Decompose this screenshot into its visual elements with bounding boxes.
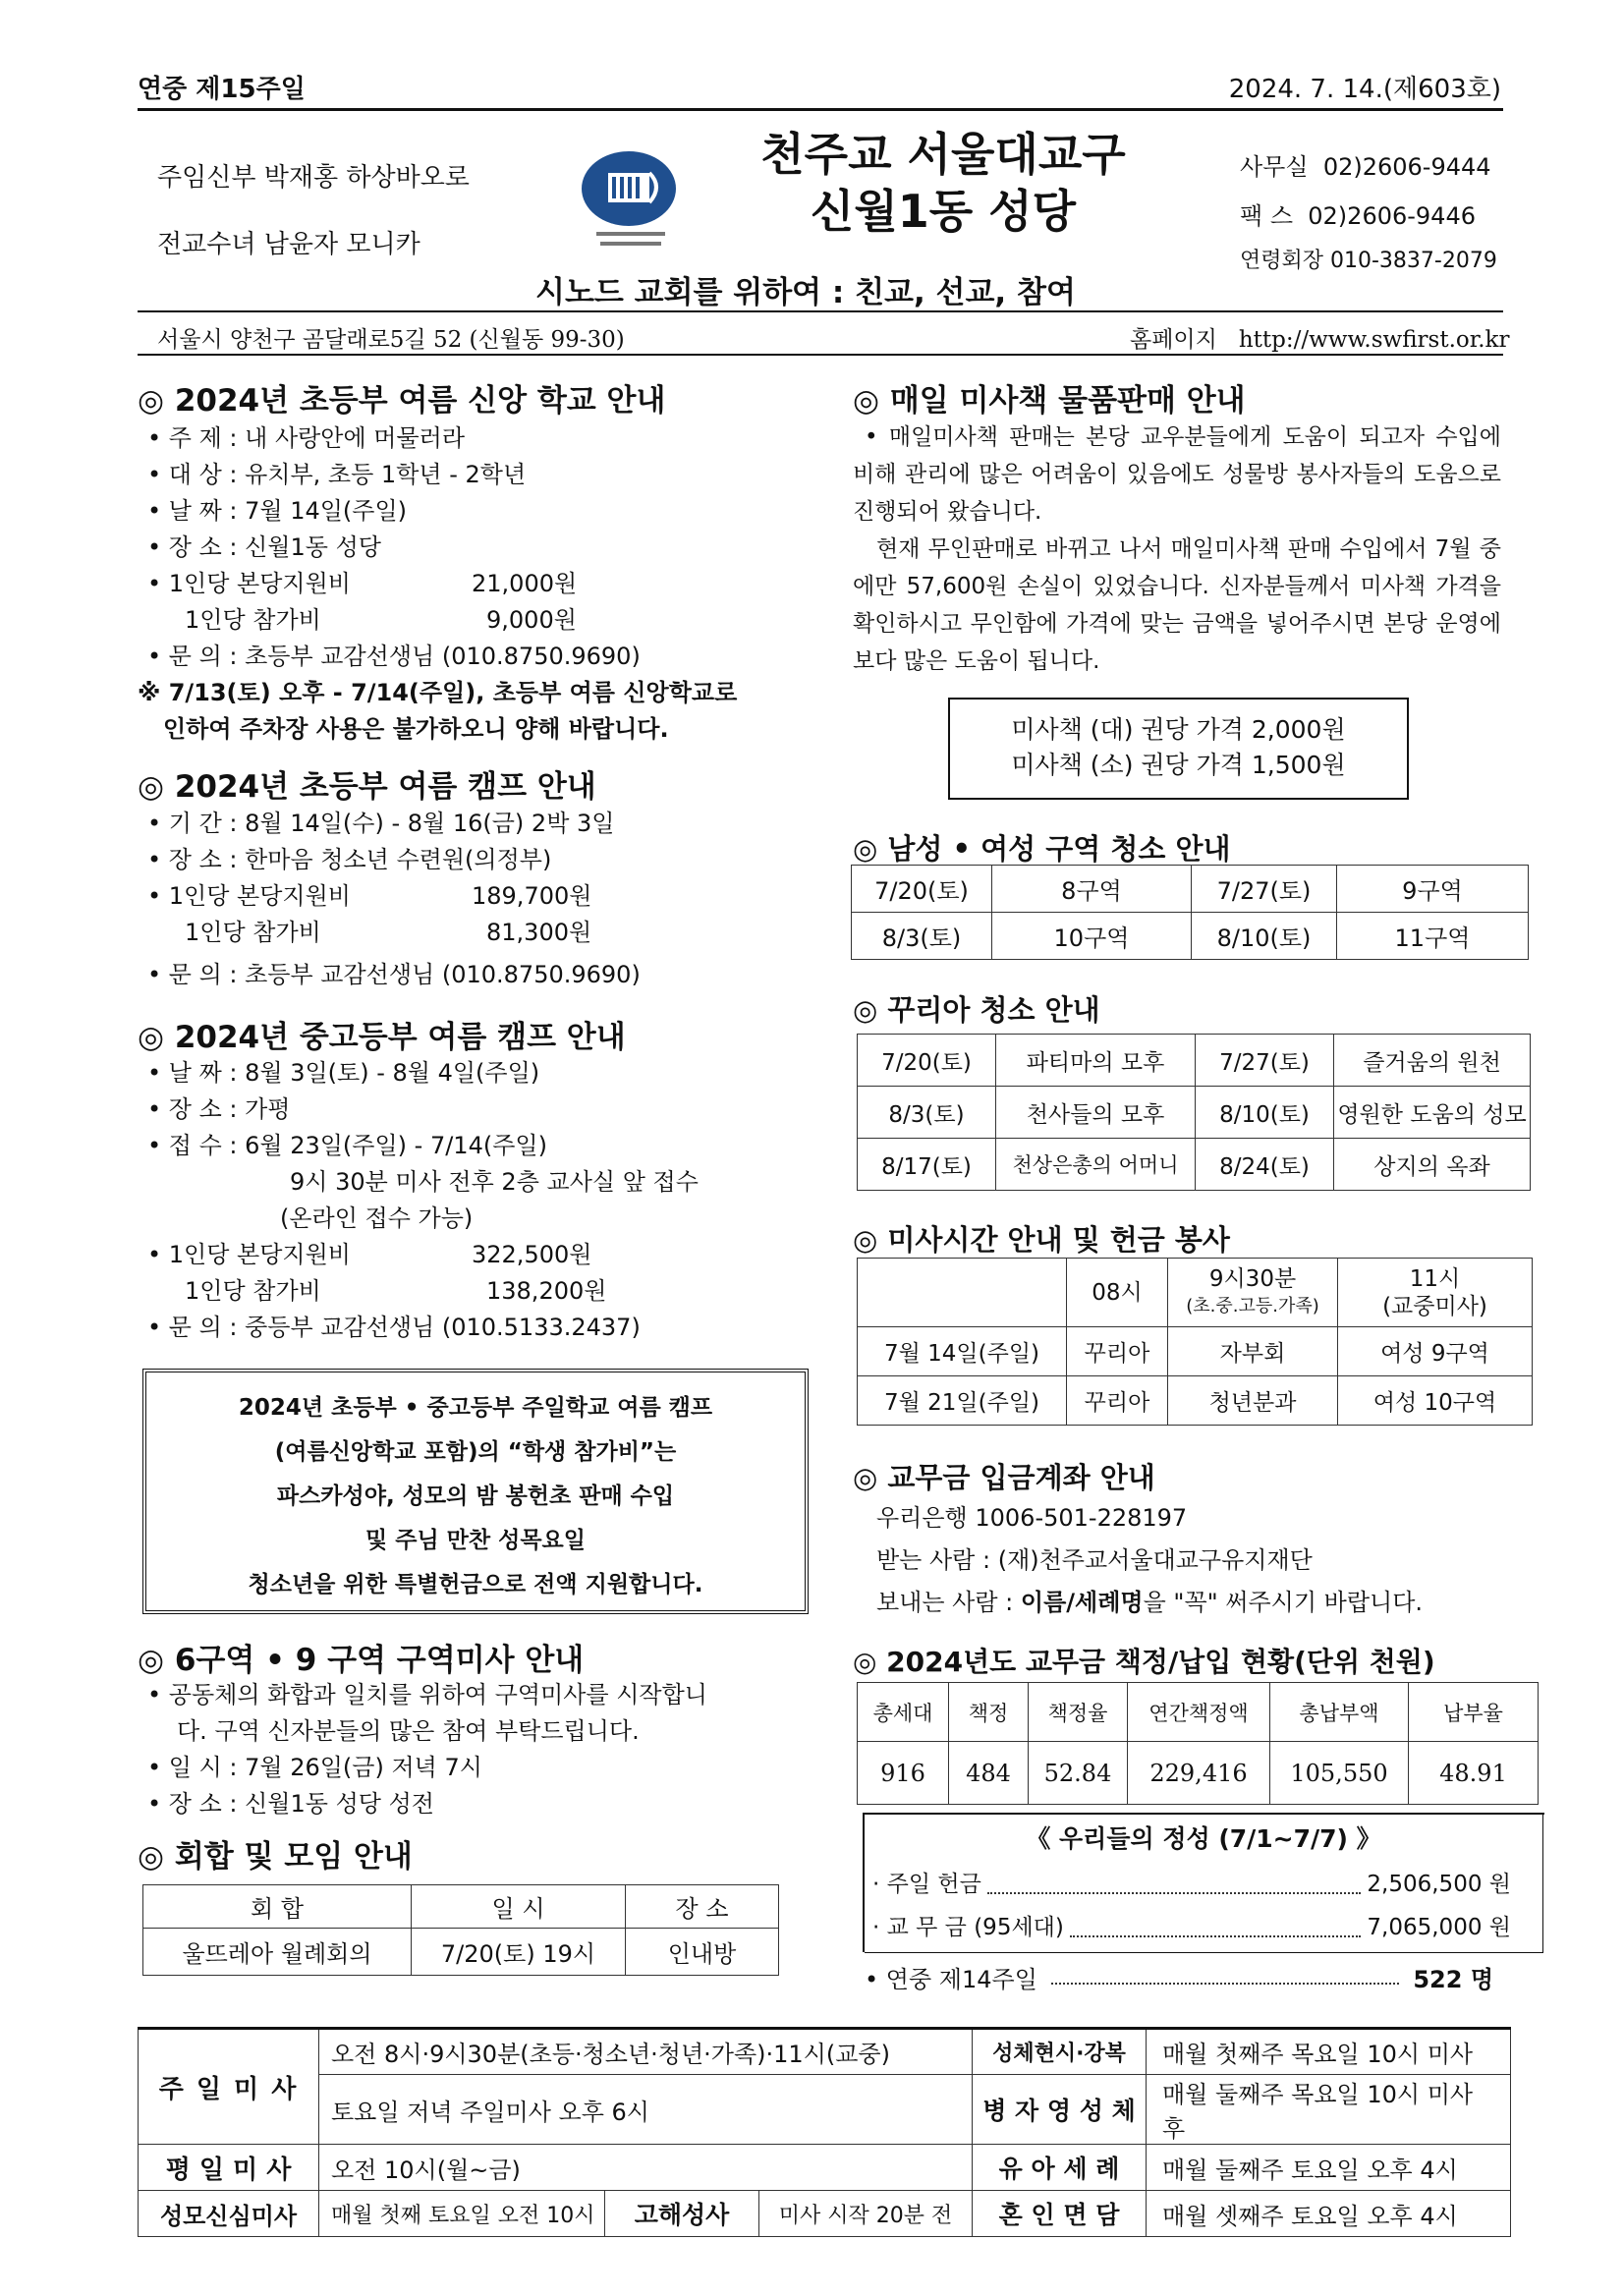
attendance-row <box>865 1960 1493 1994</box>
notice-line-5: 청소년을 위한 특별헌금으로 전액 지원합니다. <box>248 1572 703 1597</box>
mid-camp-reg2: 9시 30분 미사 전후 2층 교사실 앞 접수 <box>290 1168 699 1196</box>
fee-amount: 81,300원 <box>486 919 592 946</box>
attendance-value: 522 명 <box>1413 1966 1493 1993</box>
faith-school-place: • 장 소 : 신월1동 성당 <box>147 533 381 561</box>
church-address: 서울시 양천구 곰달래로5길 52 (신월동 99-30) <box>157 327 625 353</box>
dues-value: 916 <box>858 1742 949 1805</box>
parking-note-2: 인하여 주차장 사용은 불가하오니 양해 바랍니다. <box>163 715 669 743</box>
account-title: ◎ 교무금 입금계좌 안내 <box>853 1461 1155 1494</box>
missal-sale-p1: • 매일미사책 판매는 본당 교우분들에게 도움이 되고자 수입에 비해 관리에 많은 어려움이 있음에도 성물방 봉사자들의 도움으로 진행되어 왔습니다. <box>853 424 1501 525</box>
price-small: 미사책 (소) 권당 가격 1,500원 <box>1011 751 1346 779</box>
offering-dues <box>872 1906 1511 1949</box>
cleaning-group: 11구역 <box>1337 913 1529 960</box>
dues-value: 484 <box>949 1742 1029 1805</box>
confession-value: 미사 시작 20분 전 <box>759 2191 973 2237</box>
service-08: 꾸리아 <box>1067 1376 1168 1426</box>
dues-header: 총세대 <box>858 1683 949 1742</box>
fee-label: 1인당 참가비 <box>185 1277 321 1305</box>
mass-time: 9시30분 <box>1208 1265 1297 1292</box>
marian-value: 매월 첫째 토요일 오전 10시 <box>319 2191 605 2237</box>
table-row <box>858 1035 1531 1087</box>
cleaning-group: 9구역 <box>1337 866 1529 913</box>
faith-school-body <box>147 420 815 675</box>
dues-header: 납부율 <box>1409 1683 1539 1742</box>
mid-camp-date: • 날 짜 : 8월 3일(토) - 8월 4일(주일) <box>147 1059 540 1087</box>
kkuri-date: 7/27(토) <box>1196 1035 1334 1087</box>
mass-service-title: ◎ 미사시간 안내 및 헌금 봉사 <box>853 1223 1230 1257</box>
church-title <box>756 126 1130 240</box>
elem-camp-period: • 기 간 : 8월 14일(수) - 8월 16(금) 2박 3일 <box>147 810 615 837</box>
mass-schedule-table <box>138 2027 1511 2237</box>
mid-camp-title: ◎ 2024년 중고등부 여름 캠프 안내 <box>138 1020 626 1055</box>
adoration-label: 성체현시·강복 <box>973 2029 1147 2075</box>
dot-leader <box>987 1863 1362 1894</box>
top-divider <box>138 108 1503 111</box>
kkuri-group: 즐거움의 원천 <box>1334 1035 1531 1087</box>
mid-camp-reg3: (온라인 접수 가능) <box>280 1204 474 1232</box>
offerings-title: 《 우리들의 정성 (7/1~7/7) 》 <box>1026 1824 1381 1853</box>
mid-camp-place: • 장 소 : 가평 <box>147 1095 291 1123</box>
elem-camp-contact: • 문 의 : 초등부 교감선생님 (010.8750.9690) <box>147 961 641 988</box>
homepage-label: 홈페이지 <box>1130 327 1217 353</box>
kkuri-date: 7/20(토) <box>858 1035 996 1087</box>
sick-value: 매월 둘째주 목요일 10시 미사 후 <box>1147 2075 1511 2145</box>
meetings-header-meeting: 회 합 <box>143 1885 412 1929</box>
mid-camp-body <box>147 1055 815 1346</box>
fee-label: 1인당 참가비 <box>185 606 321 634</box>
meetings-header-place: 장 소 <box>626 1885 779 1929</box>
elem-camp-body <box>147 806 815 993</box>
faith-school-contact: • 문 의 : 초등부 교감선생님 (010.8750.9690) <box>147 643 641 670</box>
mass-header-11 <box>1338 1259 1533 1327</box>
table-row <box>139 2191 1511 2237</box>
faith-school-date: • 날 짜 : 7월 14일(주일) <box>147 497 408 525</box>
kkuri-date: 8/3(토) <box>858 1087 996 1139</box>
meetings-title: ◎ 회합 및 모임 안내 <box>138 1839 413 1875</box>
parking-note-1: ※ 7/13(토) 오후 - 7/14(주일), 초등부 여름 신앙학교로 <box>138 679 738 706</box>
sunday-mass-1: 오전 8시·9시30분(초등·청소년·청년·가족)·11시(교중) <box>319 2029 973 2075</box>
offering-label: · 주일 헌금 <box>872 1872 981 1897</box>
sender-bold: 이름/세례명 <box>1020 1589 1144 1616</box>
kkuri-table <box>857 1034 1531 1191</box>
table-row <box>852 913 1529 960</box>
district-mass-time: • 일 시 : 7월 26일(금) 저녁 7시 <box>147 1754 482 1781</box>
table-row <box>858 1376 1533 1426</box>
faith-school-theme: • 주 제 : 내 사랑안에 머물러라 <box>147 424 466 452</box>
support-label: • 1인당 본당지원비 <box>147 882 351 910</box>
district-mass-desc2: 다. 구역 신자분들의 많은 참여 부탁드립니다. <box>177 1717 640 1745</box>
account-sender <box>876 1582 1423 1624</box>
sunday-mass-2: 토요일 저녁 주일미사 오후 6시 <box>319 2075 973 2145</box>
kkuri-title: ◎ 꾸리아 청소 안내 <box>853 993 1100 1027</box>
cleaning-date: 8/3(토) <box>852 913 992 960</box>
support-amount: 322,500원 <box>472 1241 592 1268</box>
dues-value: 52.84 <box>1029 1742 1128 1805</box>
mass-header-0930 <box>1168 1259 1338 1327</box>
table-row <box>858 1139 1531 1191</box>
issue-date: 2024. 7. 14.(제603호) <box>1228 75 1501 104</box>
motto: 시노드 교회를 위하여 : 친교, 선교, 참여 <box>535 275 1076 310</box>
service-0930: 자부회 <box>1168 1327 1338 1376</box>
mass-service-table <box>857 1258 1533 1426</box>
table-row <box>139 2145 1511 2191</box>
chair-phone: 연령회장 010-3837-2079 <box>1240 249 1497 273</box>
support-label: • 1인당 본당지원비 <box>147 570 351 597</box>
homepage <box>1130 321 1509 354</box>
dues-header: 연간책정액 <box>1128 1683 1270 1742</box>
price-large: 미사책 (대) 권당 가격 2,000원 <box>1011 715 1346 744</box>
offering-sunday <box>872 1863 1511 1906</box>
support-amount: 21,000원 <box>472 570 578 597</box>
district-mass-body <box>147 1677 796 1822</box>
mid-camp-reg: • 접 수 : 6월 23일(주일) - 7/14(주일) <box>147 1132 547 1159</box>
mid-camp-support <box>147 1237 815 1273</box>
dues-value: 48.91 <box>1409 1742 1539 1805</box>
office-number: 02)2606-9444 <box>1322 153 1491 181</box>
table-row <box>858 1087 1531 1139</box>
dues-header: 책정 <box>949 1683 1029 1742</box>
dues-header: 책정율 <box>1029 1683 1128 1742</box>
church-title-line1: 천주교 서울대교구 <box>760 128 1126 181</box>
office-phone <box>1240 147 1491 182</box>
marriage-value: 매월 셋째주 토요일 오후 4시 <box>1147 2191 1511 2237</box>
cleaning-date: 8/10(토) <box>1192 913 1337 960</box>
kkuri-date: 8/24(토) <box>1196 1139 1334 1191</box>
missal-sale-title: ◎ 매일 미사책 물품판매 안내 <box>853 383 1246 419</box>
district-mass-desc1: • 공동체의 화합과 일치를 위하여 구역미사를 시작합니 <box>147 1681 707 1708</box>
meetings-header-time: 일 시 <box>412 1885 626 1929</box>
kkuri-group: 상지의 옥좌 <box>1334 1139 1531 1191</box>
kkuri-date: 8/10(토) <box>1196 1087 1334 1139</box>
support-amount: 189,700원 <box>472 882 592 910</box>
table-row <box>858 1327 1533 1376</box>
office-label: 사무실 <box>1240 153 1309 181</box>
notice-line-1: 2024년 초등부 • 중고등부 주일학교 여름 캠프 <box>238 1395 713 1421</box>
dues-value: 229,416 <box>1128 1742 1270 1805</box>
sunday-mass-label: 주 일 미 사 <box>139 2029 319 2145</box>
cleaning-date: 7/20(토) <box>852 866 992 913</box>
address-divider-top <box>138 310 1503 312</box>
kkuri-group: 천사들의 모후 <box>996 1087 1196 1139</box>
kkuri-group: 파티마의 모후 <box>996 1035 1196 1087</box>
cleaning-group: 10구역 <box>992 913 1192 960</box>
table-row <box>139 2029 1511 2075</box>
notice-line-4: 및 주님 만찬 성목요일 <box>365 1528 586 1553</box>
weekday-label: 평 일 미 사 <box>139 2145 319 2191</box>
fax-number <box>1240 196 1476 231</box>
dues-header: 총납부액 <box>1270 1683 1409 1742</box>
marriage-label: 혼 인 면 담 <box>973 2191 1147 2237</box>
sender-prefix: 보내는 사람 : <box>876 1589 1021 1616</box>
service-11: 여성 10구역 <box>1338 1376 1533 1426</box>
district-mass-title: ◎ 6구역 • 9 구역 구역미사 안내 <box>138 1643 585 1678</box>
dues-value: 105,550 <box>1270 1742 1409 1805</box>
cleaning-title: ◎ 남성 • 여성 구역 청소 안내 <box>853 832 1231 866</box>
notice-line-2: (여름신앙학교 포함)의 “학생 참가비”는 <box>274 1439 677 1465</box>
mass-header-blank <box>858 1259 1067 1327</box>
elem-camp-fee <box>147 915 815 951</box>
church-logo-icon <box>575 147 693 265</box>
fax-value: 02)2606-9446 <box>1308 202 1476 230</box>
homepage-link[interactable]: http://www.swfirst.or.kr <box>1238 327 1510 353</box>
table-row <box>858 1742 1539 1805</box>
cleaning-table <box>851 865 1529 960</box>
elem-camp-title: ◎ 2024년 초등부 여름 캠프 안내 <box>138 769 596 805</box>
service-11: 여성 9구역 <box>1338 1327 1533 1376</box>
cleaning-group: 8구역 <box>992 866 1192 913</box>
service-08: 꾸리아 <box>1067 1327 1168 1376</box>
infant-label: 유 아 세 례 <box>973 2145 1147 2191</box>
sister-name: 전교수녀 남윤자 모니카 <box>157 230 420 259</box>
meetings-table <box>142 1884 779 1976</box>
mass-header-08: 08시 <box>1067 1259 1168 1327</box>
faith-school-target: • 대 상 : 유치부, 초등 1학년 - 2학년 <box>147 461 527 488</box>
church-title-line2: 신월1동 성당 <box>810 185 1077 238</box>
kkuri-group: 영원한 도움의 성모 <box>1334 1087 1531 1139</box>
meeting-time: 7/20(토) 19시 <box>412 1929 626 1976</box>
fax-label: 팩 스 <box>1240 202 1293 230</box>
fee-amount: 138,200원 <box>486 1277 607 1305</box>
confession-label: 고해성사 <box>605 2191 759 2237</box>
mid-camp-fee <box>147 1273 815 1310</box>
kkuri-group: 천상은총의 어머니 <box>996 1139 1196 1191</box>
table-row <box>143 1929 779 1976</box>
fee-label: 1인당 참가비 <box>185 919 321 946</box>
dot-leader <box>1051 1960 1399 1985</box>
offering-label: · 교 무 금 (95세대) <box>872 1915 1064 1940</box>
faith-school-support <box>147 566 815 602</box>
attendance-label: • 연중 제14주일 <box>865 1966 1037 1993</box>
dot-leader <box>1070 1906 1362 1937</box>
sender-suffix: 을 "꼭" 써주시기 바랍니다. <box>1143 1589 1424 1616</box>
service-0930: 청년분과 <box>1168 1376 1338 1426</box>
pastor-name: 주임신부 박재홍 하상바오로 <box>157 163 470 193</box>
meeting-name: 울뜨레아 월례회의 <box>143 1929 412 1976</box>
elem-camp-place: • 장 소 : 한마음 청소년 수련원(의정부) <box>147 846 552 873</box>
missal-sale-p2: 현재 무인판매로 바뀌고 나서 매일미사책 판매 수입에서 7월 중에만 57,600원 손실이 있었습니다. 신자분들께서 미사책 가격을 확인하시고 무인함에 가격에 맞는 금액을 넣어주시면 본당 운영에 보다 많은 도움이 됩니다. <box>853 536 1501 674</box>
support-label: • 1인당 본당지원비 <box>147 1241 351 1268</box>
marian-label: 성모신심미사 <box>139 2191 319 2237</box>
offering-amount: 2,506,500 원 <box>1367 1872 1511 1897</box>
table-row <box>852 866 1529 913</box>
mass-time-note: (초.중.고등.가족) <box>1186 1295 1319 1316</box>
cleaning-date: 7/27(토) <box>1192 866 1337 913</box>
elem-camp-support <box>147 878 815 915</box>
account-body <box>876 1497 1423 1624</box>
account-receiver: 받는 사람 : (재)천주교서울대교구유지재단 <box>876 1546 1313 1574</box>
service-date: 7월 14일(주일) <box>858 1327 1067 1376</box>
kkuri-date: 8/17(토) <box>858 1139 996 1191</box>
faith-school-title: ◎ 2024년 초등부 여름 신앙 학교 안내 <box>138 383 666 419</box>
missal-price-box <box>948 698 1409 800</box>
offering-amount: 7,065,000 원 <box>1367 1915 1511 1940</box>
mass-time-note: (교중미사) <box>1382 1293 1487 1319</box>
season-label: 연중 제15주일 <box>138 75 306 104</box>
participation-fee-notice <box>142 1369 809 1614</box>
table-row <box>139 2075 1511 2145</box>
weekday-value: 오전 10시(월~금) <box>319 2145 973 2191</box>
sick-label: 병 자 영 성 체 <box>973 2075 1147 2145</box>
service-date: 7월 21일(주일) <box>858 1376 1067 1426</box>
mid-camp-contact: • 문 의 : 중등부 교감선생님 (010.5133.2437) <box>147 1314 641 1341</box>
offerings-body <box>872 1863 1511 1949</box>
district-mass-place: • 장 소 : 신월1동 성당 성전 <box>147 1790 434 1818</box>
address-divider-bottom <box>138 354 1503 356</box>
fee-amount: 9,000원 <box>486 606 577 634</box>
mass-time: 11시 <box>1409 1265 1461 1292</box>
faith-school-fee <box>147 602 815 639</box>
dues-status-title: ◎ 2024년도 교무금 책정/납입 현황(단위 천원) <box>853 1646 1435 1678</box>
infant-value: 매월 둘째주 토요일 오후 4시 <box>1147 2145 1511 2191</box>
dues-status-table <box>857 1682 1539 1805</box>
account-bank: 우리은행 1006-501-228197 <box>876 1504 1188 1532</box>
adoration-value: 매월 첫째주 목요일 10시 미사 <box>1147 2029 1511 2075</box>
notice-line-3: 파스카성야, 성모의 밤 봉헌초 판매 수입 <box>276 1484 675 1509</box>
meeting-place: 인내방 <box>626 1929 779 1976</box>
